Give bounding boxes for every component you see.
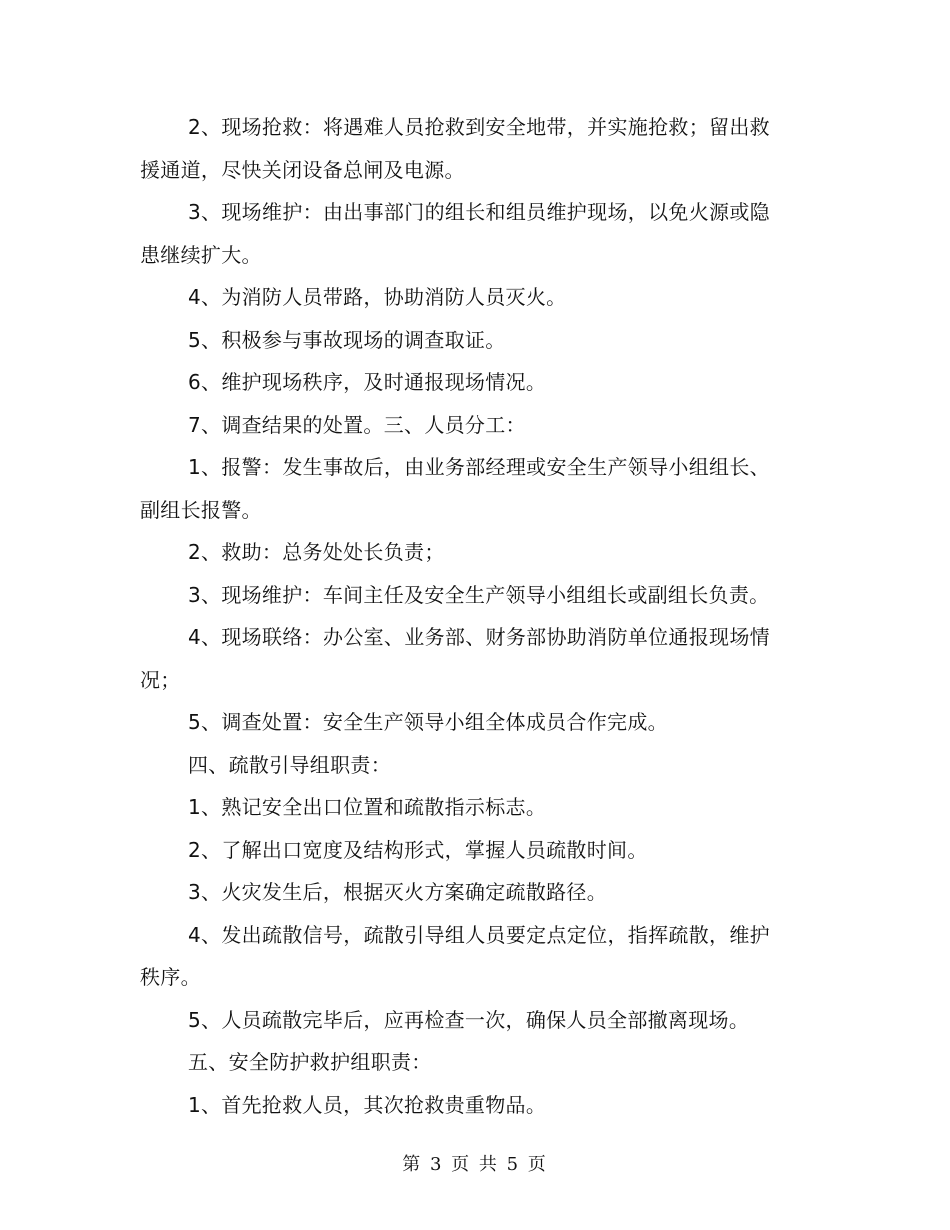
paragraph: 1、熟记安全出口位置和疏散指示标志。 [188,795,547,819]
paragraph: 1、首先抢救人员，其次抢救贵重物品。 [188,1092,547,1117]
paragraph: 4、现场联络：办公室、业务部、财务部协助消防单位通报现场情况； [140,625,770,692]
paragraph: 1、报警：发生事故后，由业务部经理或安全生产领导小组组长、副组长报警。 [140,455,770,522]
paragraph: 7、调查结果的处置。三、人员分工： [188,412,526,437]
paragraph: 6、维护现场秩序，及时通报现场情况。 [188,370,547,394]
paragraph: 5、调查处置：安全生产领导小组全体成员合作完成。 [188,710,668,734]
paragraph: 3、现场维护：由出事部门的组长和组员维护现场，以免火源或隐患继续扩大。 [140,200,770,267]
paragraph: 2、现场抢救：将遇难人员抢救到安全地带，并实施抢救；留出救援通道，尽快关闭设备总闸及电源。 [140,115,770,182]
section-heading: 四、疏散引导组职责： [188,752,391,777]
paragraph: 2、救助：总务处处长负责； [188,540,445,564]
paragraph: 4、发出疏散信号，疏散引导组人员要定点定位，指挥疏散，维护秩序。 [140,922,770,989]
paragraph: 5、积极参与事故现场的调查取证。 [188,327,506,352]
paragraph: 2、了解出口宽度及结构形式，掌握人员疏散时间。 [188,837,648,862]
paragraph: 3、现场维护：车间主任及安全生产领导小组组长或副组长负责。 [188,582,770,607]
section-heading: 五、安全防护救护组职责： [188,1050,432,1074]
paragraph: 3、火灾发生后，根据灭火方案确定疏散路径。 [188,880,608,904]
paragraph: 4、为消防人员带路，协助消防人员灭火。 [188,285,567,309]
paragraph: 5、人员疏散完毕后，应再检查一次，确保人员全部撤离现场。 [188,1007,750,1032]
document-body [140,106,770,1126]
page-number-footer: 第 3 页 共 5 页 [402,1154,548,1175]
